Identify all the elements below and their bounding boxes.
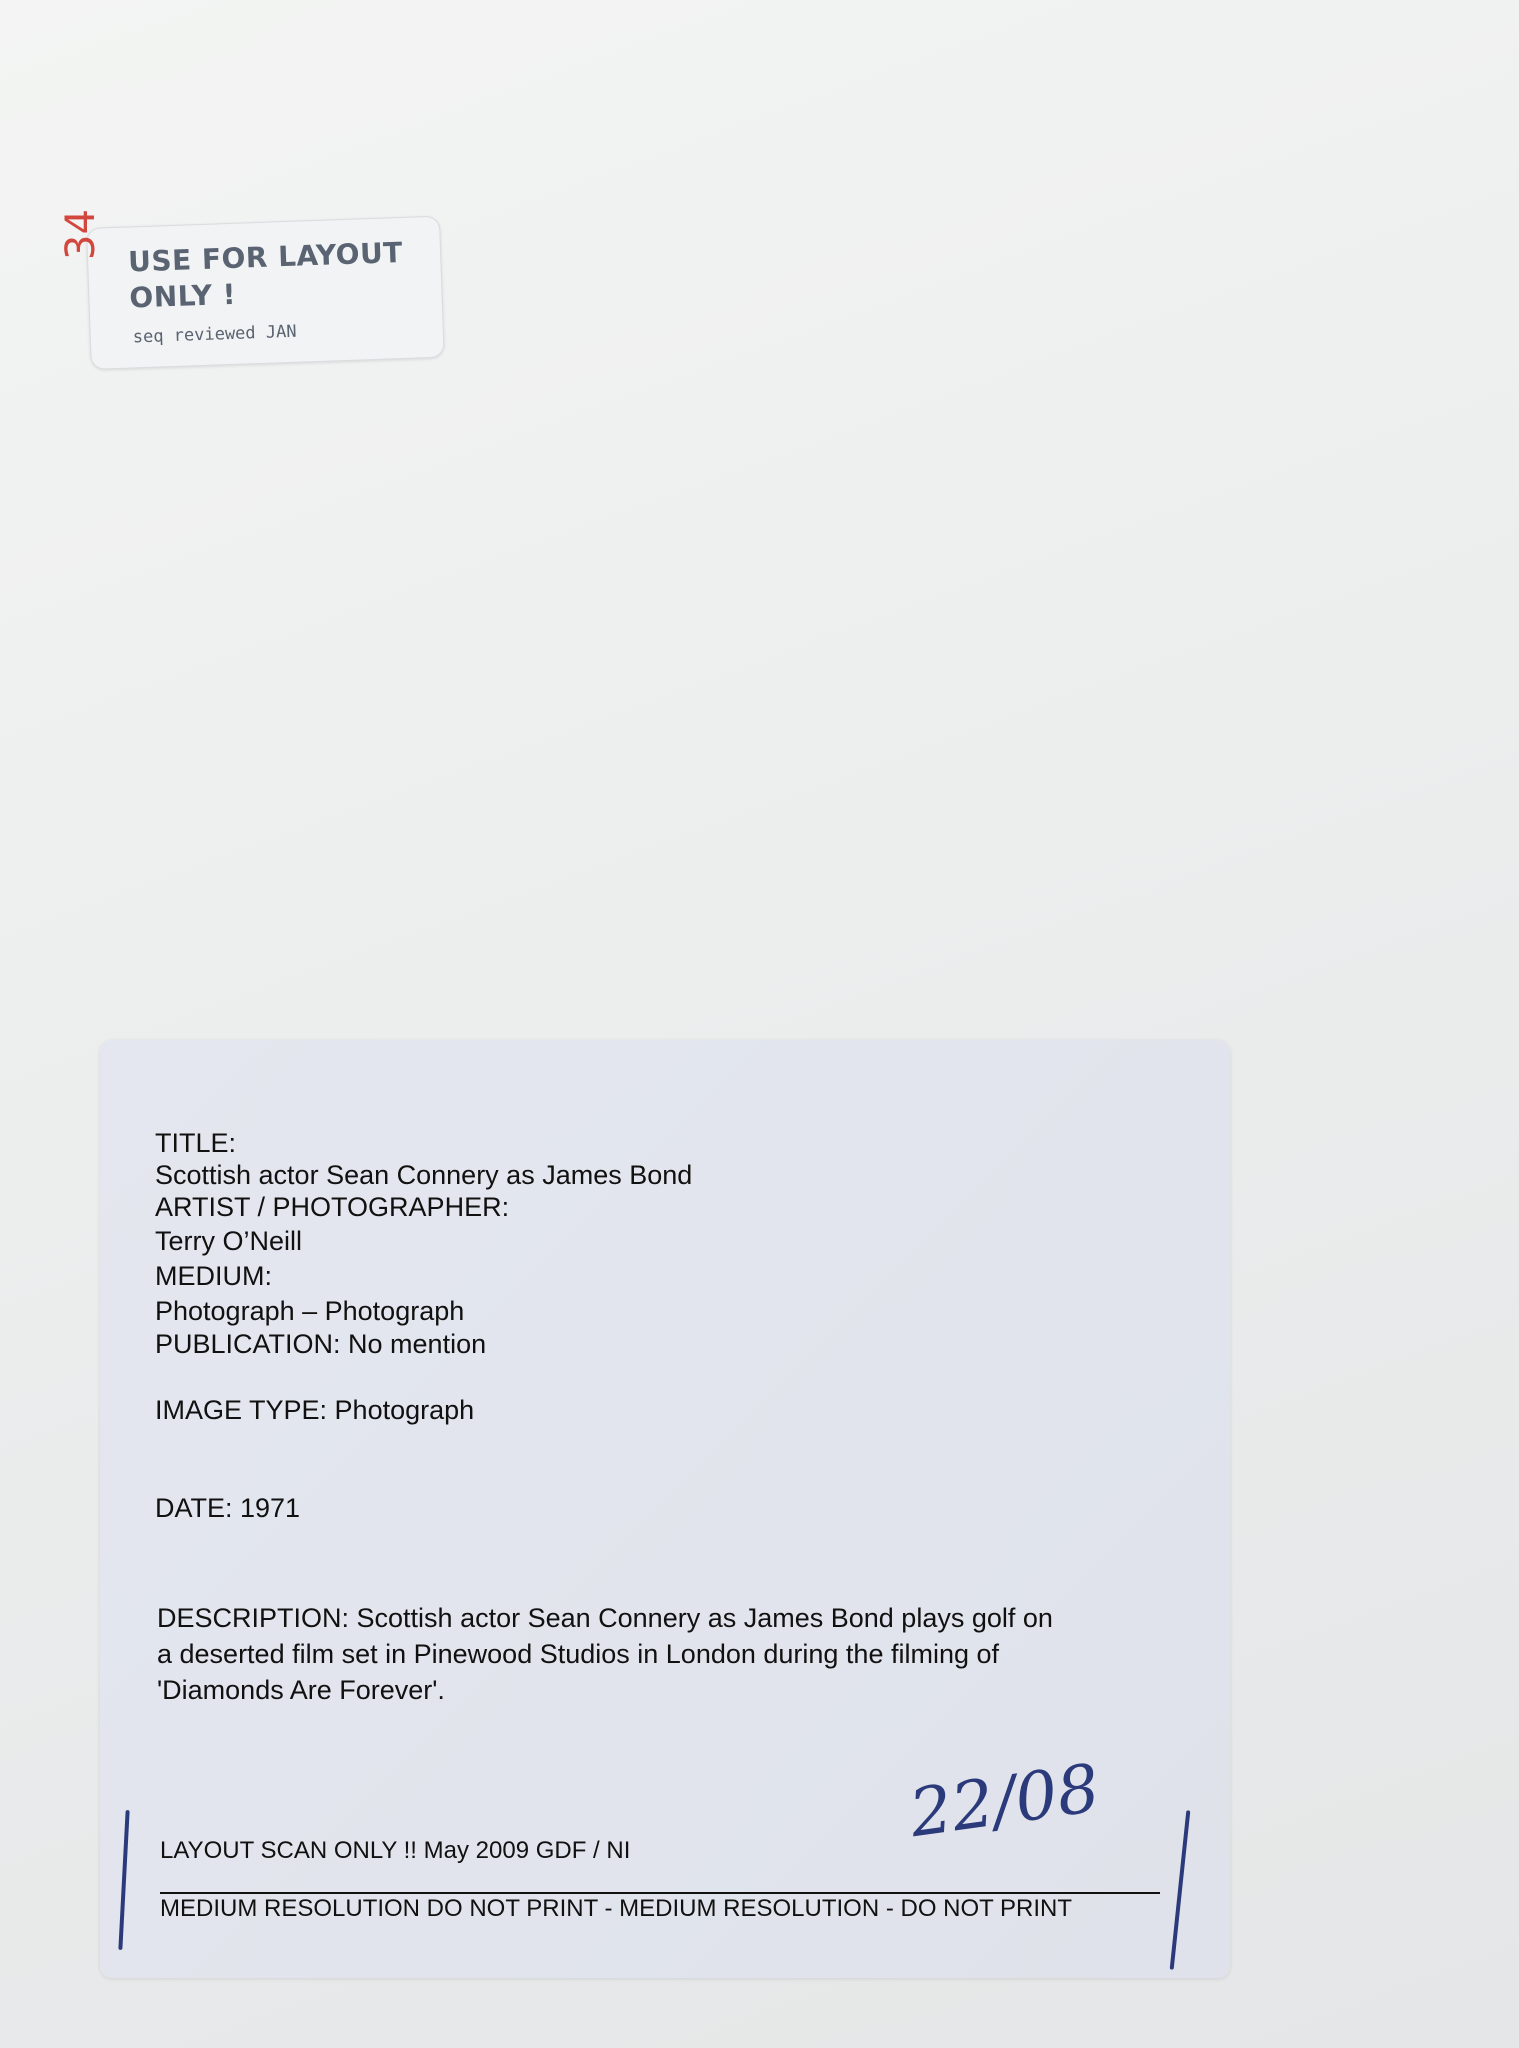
layout-sticker bbox=[86, 216, 445, 370]
medium-value: Photograph – Photograph bbox=[155, 1296, 465, 1326]
description-line: a deserted film set in Pinewood Studios in London during the filming of bbox=[157, 1639, 1000, 1669]
artist-label: ARTIST / PHOTOGRAPHER: bbox=[155, 1192, 510, 1222]
info-card bbox=[100, 1040, 1230, 1978]
footer-layout-scan: LAYOUT SCAN ONLY !! May 2009 GDF / NI bbox=[160, 1837, 631, 1864]
sticker-line-1: USE FOR LAYOUT bbox=[127, 235, 404, 279]
date: DATE: 1971 bbox=[155, 1493, 301, 1523]
artist-value: Terry O’Neill bbox=[155, 1226, 303, 1256]
medium-label: MEDIUM: bbox=[155, 1261, 272, 1291]
sticker-line-2: ONLY ! bbox=[128, 277, 237, 315]
description bbox=[157, 1600, 1157, 1708]
pen-mark-right bbox=[1170, 1810, 1191, 1970]
footer-rule bbox=[160, 1892, 1160, 1894]
title-label: TITLE: bbox=[155, 1128, 237, 1158]
description-line: 'Diamonds Are Forever'. bbox=[157, 1675, 445, 1705]
handwritten-date: 22/08 bbox=[905, 1749, 1105, 1853]
publication: PUBLICATION: No mention bbox=[155, 1329, 487, 1359]
footer-resolution-warning: MEDIUM RESOLUTION DO NOT PRINT - MEDIUM RESOLUTION - DO NOT PRINT bbox=[160, 1895, 1073, 1922]
pen-mark-left bbox=[118, 1810, 129, 1950]
description-line: DESCRIPTION: Scottish actor Sean Connery as James Bond plays golf on bbox=[157, 1603, 1053, 1633]
title-value: Scottish actor Sean Connery as James Bond bbox=[155, 1160, 693, 1190]
handwritten-red-number: 34 bbox=[58, 209, 104, 260]
sticker-subtext: seq reviewed JAN bbox=[132, 321, 297, 348]
image-type: IMAGE TYPE: Photograph bbox=[155, 1395, 475, 1425]
